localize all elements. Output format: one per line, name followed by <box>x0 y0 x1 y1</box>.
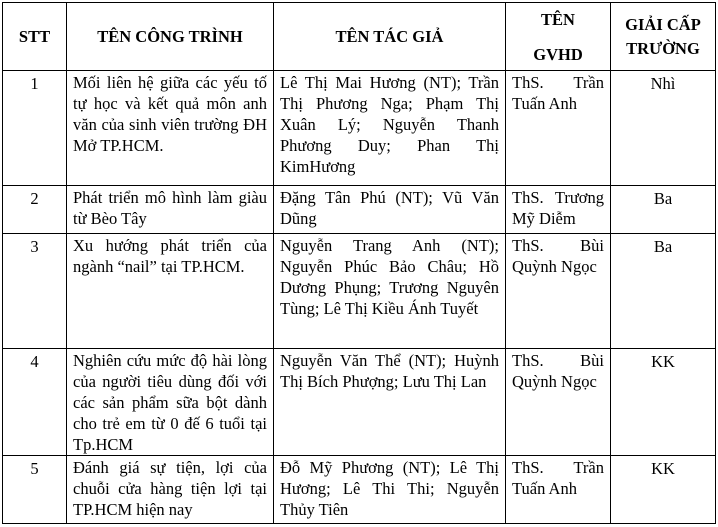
header-supervisor-line1: TÊN <box>541 9 575 29</box>
table-row <box>3 71 716 186</box>
header-prize <box>611 3 716 71</box>
cell-author: Đặng Tân Phú (NT); Vũ Văn Dũng <box>274 186 506 234</box>
cell-author: Lê Thị Mai Hương (NT); Trần Thị Phương Nga; Phạm Thị Xuân Lý; Nguyễn Thanh Phương Duy; Phan Thị KimHương <box>274 71 506 186</box>
cell-supervisor: ThS. Trần Tuấn Anh <box>506 71 611 186</box>
cell-stt: 2 <box>3 186 67 234</box>
cell-project-name: Xu hướng phát triển của ngành “nail” tại TP.HCM. <box>67 234 274 349</box>
cell-prize: KK <box>611 349 716 456</box>
cell-stt: 3 <box>3 234 67 349</box>
cell-project-name: Đánh giá sự tiện, lợi của chuỗi cửa hàng tiện lợi tại TP.HCM hiện nay <box>67 456 274 524</box>
cell-supervisor: ThS. Bùi Quỳnh Ngọc <box>506 349 611 456</box>
header-supervisor <box>506 3 611 71</box>
cell-prize: Ba <box>611 186 716 234</box>
table-row <box>3 349 716 456</box>
cell-prize: Ba <box>611 234 716 349</box>
header-project-name: TÊN CÔNG TRÌNH <box>67 3 274 71</box>
cell-author: Nguyễn Trang Anh (NT); Nguyễn Phúc Bảo Châu; Hồ Dương Phụng; Trương Nguyên Tùng; Lê Thị Kiều Ánh Tuyết <box>274 234 506 349</box>
cell-stt: 4 <box>3 349 67 456</box>
cell-supervisor: ThS. Bùi Quỳnh Ngọc <box>506 234 611 349</box>
awards-table <box>2 2 716 524</box>
cell-stt: 1 <box>3 71 67 186</box>
cell-stt: 5 <box>3 456 67 524</box>
cell-supervisor: ThS. Trần Tuấn Anh <box>506 456 611 524</box>
cell-project-name: Nghiên cứu mức độ hài lòng của người tiêu dùng đối với các sản phẩm sữa bột dành cho trẻ em từ 0 đế 6 tuổi tại Tp.HCM <box>67 349 274 456</box>
header-row <box>3 3 716 71</box>
table-row <box>3 234 716 349</box>
table-row <box>3 186 716 234</box>
table-row <box>3 456 716 524</box>
cell-prize: Nhì <box>611 71 716 186</box>
cell-project-name: Mối liên hệ giữa các yếu tố tự học và kết quả môn anh văn của sinh viên trường ĐH Mở TP.HCM. <box>67 71 274 186</box>
header-author: TÊN TÁC GIẢ <box>274 3 506 71</box>
cell-author: Nguyễn Văn Thể (NT); Huỳnh Thị Bích Phượng; Lưu Thị Lan <box>274 349 506 456</box>
cell-project-name: Phát triển mô hình làm giàu từ Bèo Tây <box>67 186 274 234</box>
cell-author: Đỗ Mỹ Phương (NT); Lê Thị Hương; Lê Thi Thi; Nguyễn Thủy Tiên <box>274 456 506 524</box>
cell-prize: KK <box>611 456 716 524</box>
header-prize-line2: TRƯỜNG <box>626 39 700 58</box>
header-prize-line1: GIẢI CẤP <box>625 15 701 34</box>
cell-supervisor: ThS. Trương Mỹ Diễm <box>506 186 611 234</box>
header-supervisor-line2: GVHD <box>533 44 583 64</box>
header-stt: STT <box>3 3 67 71</box>
